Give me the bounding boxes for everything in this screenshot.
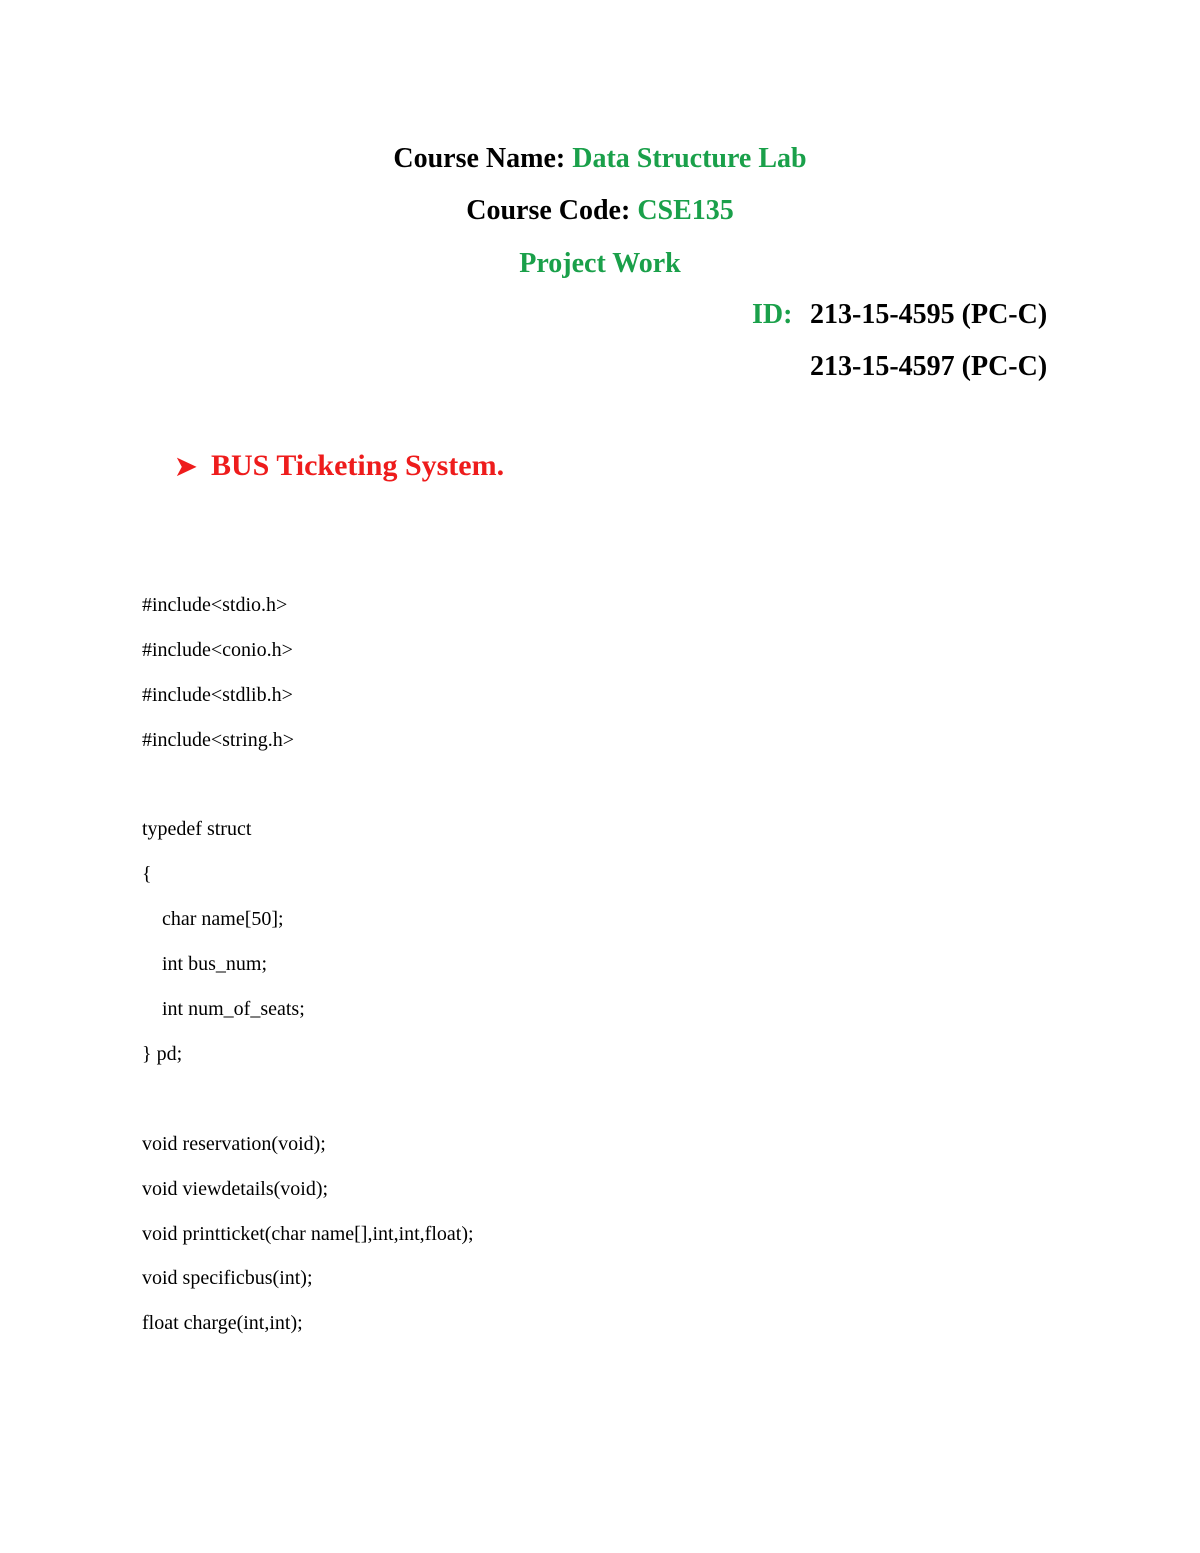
code-line: void viewdetails(void); bbox=[142, 1178, 329, 1200]
student-id-first: 213-15-4595 (PC-C) bbox=[810, 299, 1048, 330]
code-line: char name[50]; bbox=[142, 908, 284, 930]
code-line: int bus_num; bbox=[142, 953, 268, 975]
code-line: float charge(int,int); bbox=[142, 1312, 303, 1334]
course-code-value: CSE135 bbox=[637, 195, 734, 226]
code-line: void specificbus(int); bbox=[142, 1267, 313, 1289]
course-name-line bbox=[0, 142, 1200, 176]
code-line: #include<stdlib.h> bbox=[142, 684, 293, 706]
course-code-line bbox=[0, 194, 1200, 228]
project-title: Project Work bbox=[519, 248, 681, 279]
code-line: typedef struct bbox=[142, 818, 252, 840]
course-name-value: Data Structure Lab bbox=[572, 143, 807, 174]
code-line: void reservation(void); bbox=[142, 1133, 326, 1155]
code-line: int num_of_seats; bbox=[142, 998, 305, 1020]
code-line: } pd; bbox=[142, 1043, 183, 1065]
code-line: { bbox=[142, 863, 152, 885]
section-title: BUS Ticketing System. bbox=[211, 449, 505, 482]
section-heading bbox=[175, 448, 504, 485]
course-code-label: Course Code: bbox=[466, 195, 638, 226]
code-line: #include<stdio.h> bbox=[142, 594, 288, 616]
arrowhead-bullet-icon: ➤ bbox=[175, 452, 197, 481]
course-name-label: Course Name: bbox=[393, 143, 573, 174]
student-id-second: 213-15-4597 (PC-C) bbox=[810, 351, 1048, 382]
id-label: ID: bbox=[752, 299, 793, 330]
code-line: #include<conio.h> bbox=[142, 639, 293, 661]
code-line: void printticket(char name[],int,int,float); bbox=[142, 1223, 474, 1245]
code-line: #include<string.h> bbox=[142, 729, 294, 751]
